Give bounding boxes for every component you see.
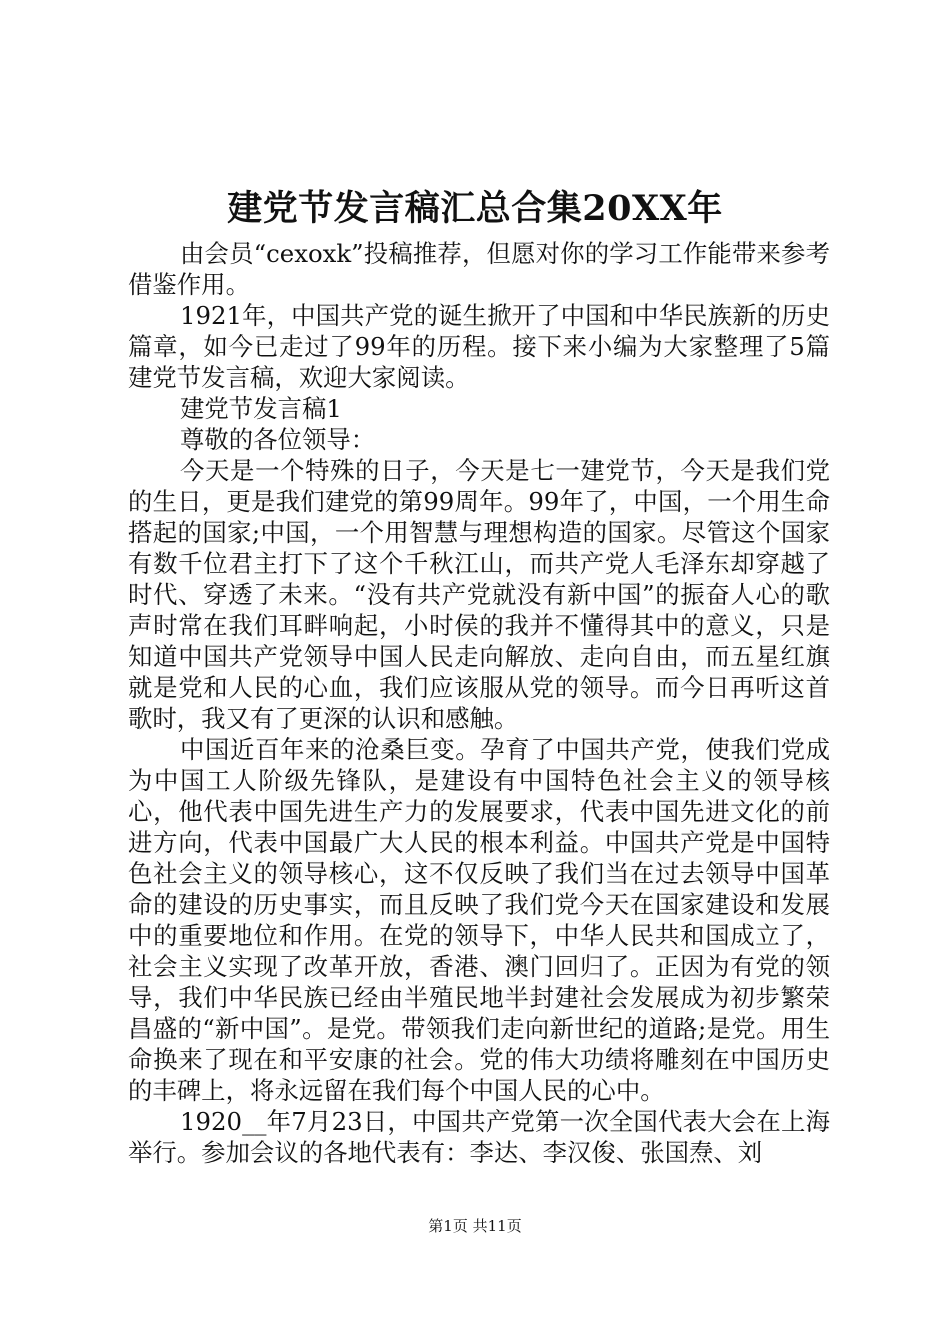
summary-paragraph: 1921年，中国共产党的诞生掀开了中国和中华民族新的历史篇章，如今已走过了99年的历程。接下来小编为大家整理了5篇建党节发言稿，欢迎大家阅读。 [128, 301, 830, 392]
document-body [128, 238, 830, 1168]
body-paragraph: 1920__年7月23日，中国共产党第一次全国代表大会在上海举行。参加会议的各地代表有：李达、李汉俊、张国焘、刘 [128, 1107, 830, 1167]
salutation: 尊敬的各位领导： [180, 425, 376, 454]
document-title: 建党节发言稿汇总合集20XX年 [227, 188, 723, 229]
page-footer: 第1页 共11页 [428, 1217, 522, 1235]
section-heading: 建党节发言稿1 [180, 394, 342, 423]
body-paragraph: 今天是一个特殊的日子，今天是七一建党节，今天是我们党的生日，更是我们建党的第99周年。99年了，中国，一个用生命搭起的国家;中国，一个用智慧与理想构造的国家。尽管这个国家有数千位君主打下了这个千秋江山，而共产党人毛泽东却穿越了时代、穿透了未来。“没有共产党就没有新中国”的振奋人心的歌声时常在我们耳畔响起，小时侯的我并不懂得其中的意义，只是知道中国共产党领导中国人民走向解放、走向自由，而五星红旗就是党和人民的心血，我们应该服从党的领导。而今日再听这首歌时，我又有了更深的认识和感触。 [128, 456, 830, 733]
body-paragraph: 中国近百年来的沧桑巨变。孕育了中国共产党，使我们党成为中国工人阶级先锋队，是建设有中国特色社会主义的领导核心，他代表中国先进生产力的发展要求，代表中国先进文化的前进方向，代表中国最广大人民的根本利益。中国共产党是中国特色社会主义的领导核心，这不仅反映了我们当在过去领导中国革命的建设的历史事实，而且反映了我们党今天在国家建设和发展中的重要地位和作用。在党的领导下，中华人民共和国成立了，社会主义实现了改革开放，香港、澳门回归了。正因为有党的领导，我们中华民族已经由半殖民地半封建社会发展成为初步繁荣昌盛的“新中国”。是党。带领我们走向新世纪的道路;是党。用生命换来了现在和平安康的社会。党的伟大功绩将雕刻在中国历史的丰碑上，将永远留在我们每个中国人民的心中。 [128, 735, 830, 1105]
intro-paragraph: 由会员“cexoxk”投稿推荐，但愿对你的学习工作能带来参考借鉴作用。 [128, 239, 830, 299]
